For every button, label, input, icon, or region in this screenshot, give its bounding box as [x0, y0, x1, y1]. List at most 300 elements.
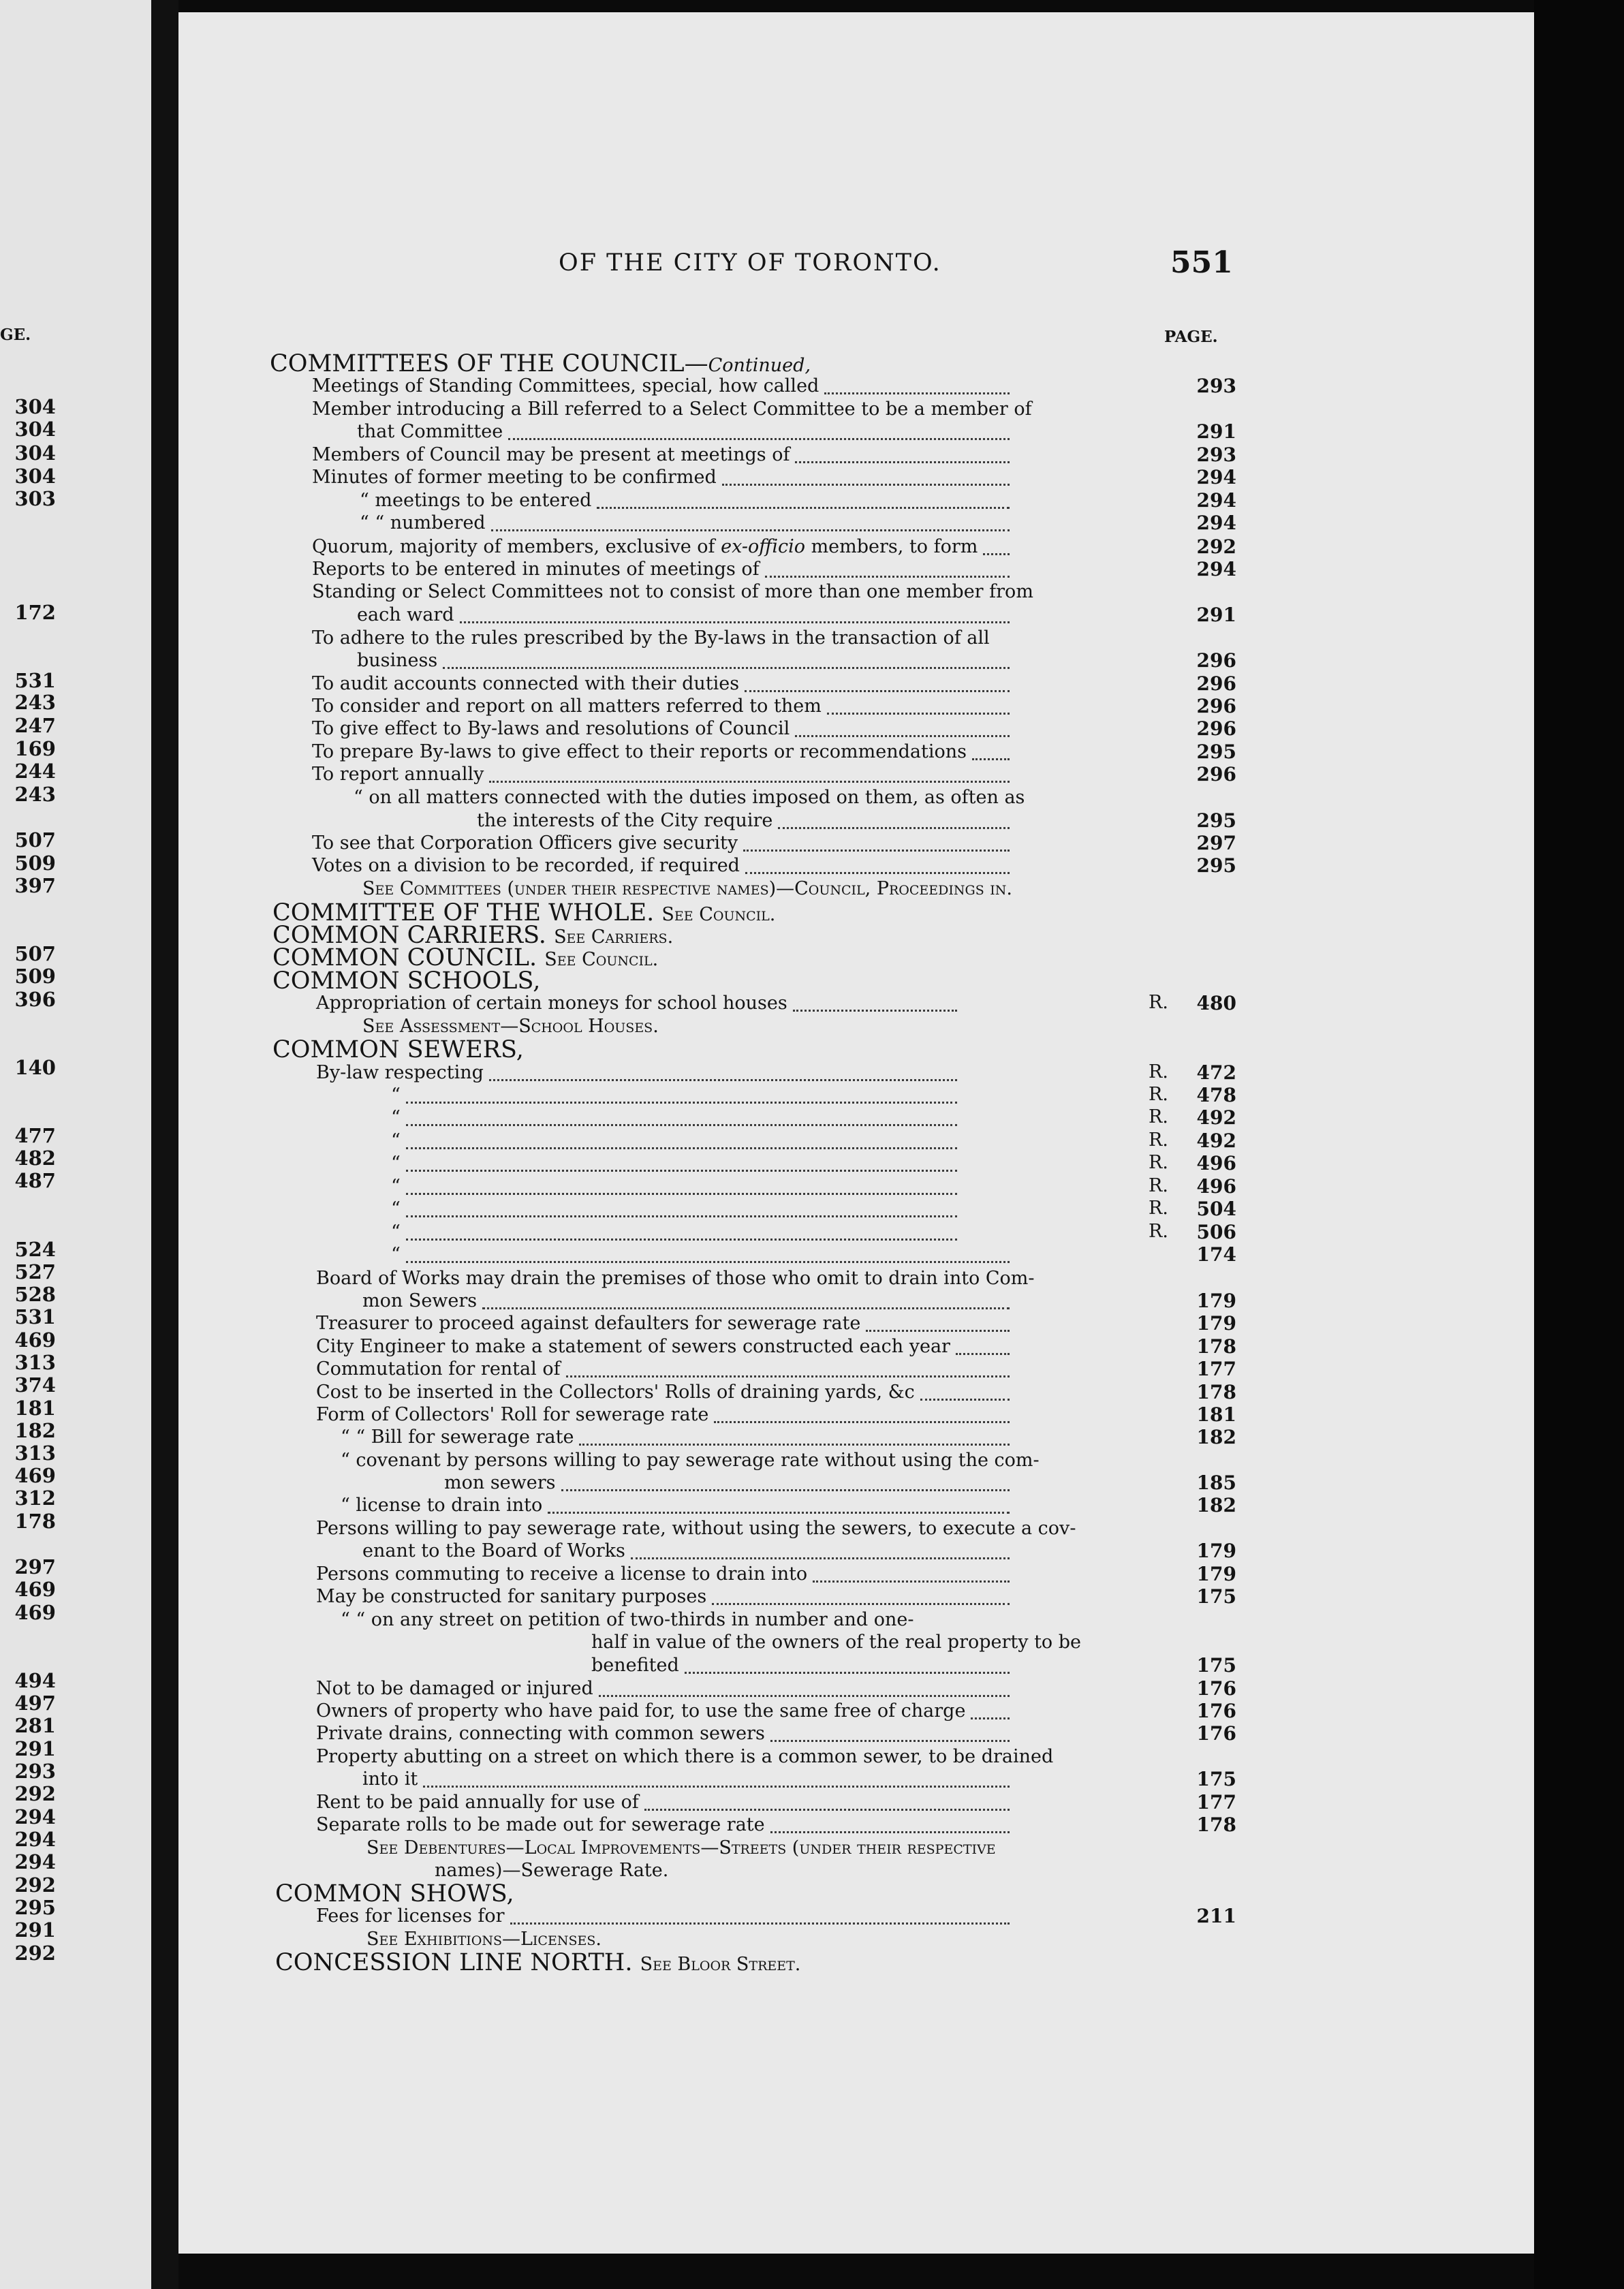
index-entry: [591, 1631, 1081, 1654]
leader-dots: [765, 576, 1010, 578]
entry-italic: ex-officio: [721, 536, 805, 557]
page-reference: 175: [1196, 1768, 1236, 1790]
page-reference: 480: [1196, 992, 1236, 1014]
leader-dots: [406, 1193, 957, 1195]
facing-page-number: 469: [14, 1601, 56, 1624]
entry-text: To give effect to By-laws and resolutions of Council: [312, 718, 790, 739]
entry-text: each ward: [357, 604, 454, 625]
index-entry: [316, 992, 787, 1015]
index-entry: [312, 466, 717, 489]
entry-text: Minutes of former meeting to be confirmed: [312, 467, 717, 488]
page-reference: 291: [1196, 420, 1236, 443]
facing-page-number: 494: [14, 1669, 56, 1692]
entry-text: COMMON SCHOOLS,: [272, 967, 541, 995]
leader-dots: [972, 758, 1010, 760]
page-reference: 179: [1196, 1563, 1236, 1585]
leader-dots: [566, 1375, 1010, 1377]
facing-page-fragment: [0, 0, 151, 2289]
leader-dots: [827, 713, 1010, 715]
register-mark: R.: [1149, 1084, 1168, 1105]
index-entry: [316, 1563, 807, 1586]
facing-page-number: 509: [14, 852, 56, 875]
facing-page-number: 294: [14, 1850, 56, 1873]
leader-dots: [745, 872, 1010, 874]
leader-dots: [406, 1147, 957, 1149]
leader-dots: [482, 1307, 1010, 1309]
cross-reference: [366, 1928, 602, 1951]
leader-dots: [423, 1786, 1010, 1788]
facing-page-number: 292: [14, 1782, 56, 1805]
index-entry: [312, 580, 1033, 604]
facing-page-number: 469: [14, 1464, 56, 1487]
index-entry: [312, 535, 978, 559]
index-entry: [316, 1813, 765, 1837]
index-entry: [341, 1449, 1040, 1472]
leader-dots: [743, 850, 1010, 852]
facing-page-number: 294: [14, 1805, 56, 1828]
entry-text: Board of Works may drain the premises of those who omit to drain into Com-: [316, 1268, 1035, 1289]
index-heading: [272, 969, 540, 993]
index-entry: [357, 420, 503, 443]
page-reference: 296: [1196, 763, 1236, 785]
leader-dots: [510, 1922, 1010, 1925]
facing-page-number: 291: [14, 1918, 56, 1942]
page-reference: 182: [1196, 1494, 1236, 1516]
leader-dots: [712, 1603, 1010, 1605]
facing-page-number: 291: [14, 1737, 56, 1760]
leader-dots: [489, 781, 1010, 783]
index-entry: [341, 1608, 914, 1632]
index-entry: [312, 741, 967, 764]
entry-text: To see that Corporation Officers give security: [312, 832, 738, 854]
page-reference: 296: [1196, 695, 1236, 717]
index-entry: [316, 1677, 593, 1700]
facing-page-number: 527: [14, 1260, 56, 1283]
facing-page-number: 172: [14, 601, 56, 624]
leader-dots: [406, 1215, 957, 1217]
register-mark: R.: [1149, 1221, 1168, 1242]
register-mark: R.: [1149, 1152, 1168, 1173]
index-entry: [316, 1700, 965, 1723]
entry-text: See Exhibitions—Licenses.: [366, 1929, 602, 1950]
page-reference: 176: [1196, 1677, 1236, 1700]
entry-text: benefited: [591, 1655, 679, 1676]
entry-text: Private drains, connecting with common sewers: [316, 1723, 765, 1744]
entry-text-continued: members, to form: [805, 536, 978, 557]
entry-text: Form of Collectors' Roll for sewerage rate: [316, 1404, 709, 1425]
index-entry: [312, 854, 740, 877]
entry-text: To consider and report on all matters referred to them: [312, 696, 822, 717]
entry-text: that Committee: [357, 421, 503, 442]
page-reference: 295: [1196, 854, 1236, 877]
page-reference: 297: [1196, 832, 1236, 854]
entry-text: mon Sewers: [362, 1290, 478, 1311]
entry-text: COMMON CARRIERS.: [272, 922, 555, 949]
facing-page-number: 531: [14, 669, 56, 692]
page-reference: 294: [1196, 466, 1236, 488]
entry-text: “ “ on any street on petition of two-thirds in number and one-: [341, 1609, 914, 1630]
page-reference: 181: [1196, 1403, 1236, 1426]
facing-page-number: 528: [14, 1283, 56, 1306]
facing-page-number: 304: [14, 418, 56, 441]
facing-page-number: 524: [14, 1238, 56, 1261]
leader-dots: [778, 827, 1010, 829]
index-entry: [362, 1768, 418, 1791]
facing-page-number: 304: [14, 395, 56, 418]
index-entry: [312, 763, 484, 786]
facing-page-number: 397: [14, 874, 56, 897]
entry-text: Members of Council may be present at meetings of: [312, 444, 790, 465]
entry-text: “ covenant by persons willing to pay sewerage rate without using the com-: [341, 1450, 1040, 1471]
index-entry: [312, 375, 819, 398]
page-reference: 174: [1196, 1243, 1236, 1266]
page-reference: 178: [1196, 1813, 1236, 1836]
entry-text: Not to be damaged or injured: [316, 1678, 593, 1699]
leader-dots: [824, 392, 1010, 394]
leader-dots: [406, 1170, 957, 1172]
leader-dots: [866, 1330, 1010, 1332]
leader-dots: [770, 1740, 1010, 1742]
entry-text: Owners of property who have paid for, to use the same free of charge: [316, 1700, 966, 1722]
see-reference: See Carriers.: [554, 926, 674, 948]
leader-dots: [443, 667, 1010, 669]
facing-page-number: 292: [14, 1942, 56, 1965]
entry-text: Treasurer to proceed against defaulters for sewerage rate: [316, 1313, 861, 1334]
leader-dots: [579, 1444, 1010, 1446]
page-reference: 295: [1196, 741, 1236, 763]
facing-page-number: 507: [14, 828, 56, 852]
index-entry: [477, 809, 772, 832]
page-reference: 472: [1196, 1061, 1236, 1084]
facing-page-number: 509: [14, 965, 56, 988]
index-entry: [391, 1152, 401, 1175]
scan-border: [1534, 0, 1624, 2289]
leader-dots: [406, 1239, 957, 1241]
page-reference: 296: [1196, 717, 1236, 740]
page-reference: 176: [1196, 1722, 1236, 1745]
index-entry: [316, 1381, 915, 1404]
entry-text: Standing or Select Committees not to consist of more than one member from: [312, 581, 1033, 602]
entry-text: Separate rolls to be made out for sewerage rate: [316, 1814, 765, 1835]
index-entry: [391, 1130, 401, 1153]
leader-dots: [770, 1831, 1010, 1833]
facing-page-number: 531: [14, 1305, 56, 1328]
index-heading: [272, 1038, 524, 1061]
entry-text: “: [391, 1244, 401, 1265]
entry-text: Property abutting on a street on which there is a common sewer, to be drained: [316, 1746, 1054, 1767]
entry-text: into it: [362, 1769, 418, 1790]
page-reference: 293: [1196, 375, 1236, 397]
entry-text: Quorum, majority of members, exclusive of: [312, 536, 721, 557]
index-heading: [275, 1880, 514, 1908]
index-entry: [312, 398, 1032, 421]
facing-page-number: 281: [14, 1714, 56, 1737]
index-entry: [316, 1358, 561, 1381]
facing-page-number: 374: [14, 1373, 56, 1397]
entry-text: enant to the Board of Works: [362, 1540, 625, 1561]
index-entry: [341, 1426, 574, 1449]
entry-text: See Committees (under their respective names)—Council, Proceedings in.: [362, 878, 1013, 899]
index-entry: [391, 1198, 401, 1221]
facing-page-number: 140: [14, 1056, 56, 1079]
entry-text: COMMITTEE OF THE WHOLE.: [272, 899, 662, 926]
entry-text: the interests of the City require: [477, 810, 773, 831]
leader-dots: [971, 1717, 1010, 1719]
register-mark: R.: [1149, 1198, 1168, 1219]
index-entry: [312, 672, 739, 696]
entry-text: “ license to drain into: [341, 1495, 543, 1516]
facing-page-number: 292: [14, 1873, 56, 1897]
entry-text: Fees for licenses for: [316, 1905, 505, 1927]
page-column-label: PAGE.: [1164, 328, 1218, 346]
cross-reference: [366, 1837, 996, 1860]
entry-text: See Debentures—Local Improvements—Streets (under their respective: [366, 1837, 996, 1858]
facing-page-header: GE.: [0, 326, 31, 344]
entry-text: Member introducing a Bill referred to a Select Committee to be a member of: [312, 399, 1032, 420]
page-reference: 496: [1196, 1152, 1236, 1174]
page-reference: 295: [1196, 809, 1236, 832]
page-reference: 492: [1196, 1130, 1236, 1152]
facing-page-number: 178: [14, 1510, 56, 1533]
index-entry: [316, 1722, 765, 1745]
facing-page-number: 312: [14, 1486, 56, 1510]
leader-dots: [795, 735, 1010, 737]
entry-text: “: [391, 1176, 401, 1197]
index-entry: [391, 1243, 401, 1266]
entry-text: Cost to be inserted in the Collectors' Rolls of draining yards, &c: [316, 1382, 915, 1403]
facing-page-number: 169: [14, 737, 56, 760]
leader-dots: [561, 1489, 1010, 1491]
leader-dots: [491, 529, 1010, 531]
index-entry: [316, 1267, 1035, 1290]
see-reference: See Bloor Street.: [640, 1954, 801, 1975]
entry-text: To report annually: [312, 764, 484, 785]
entry-text: See Assessment—School Houses.: [362, 1016, 659, 1037]
facing-page-number: 181: [14, 1397, 56, 1420]
index-entry: [316, 1335, 950, 1358]
page-reference: 179: [1196, 1540, 1236, 1562]
index-entry: [354, 786, 1025, 809]
index-entry: [316, 1585, 706, 1608]
facing-page-number: 243: [14, 691, 56, 714]
facing-page-number: 244: [14, 760, 56, 783]
entry-text: Commutation for rental of: [316, 1358, 561, 1380]
entry-text: “ “ numbered: [360, 512, 486, 533]
leader-dots: [406, 1261, 1010, 1263]
entry-text: half in value of the owners of the real property to be: [591, 1632, 1082, 1653]
entry-text: To prepare By-laws to give effect to their reports or recommendations: [312, 741, 967, 762]
leader-dots: [920, 1399, 1010, 1401]
facing-page-number: 469: [14, 1328, 56, 1352]
entry-text: mon sewers: [444, 1472, 556, 1493]
facing-page-number: 482: [14, 1147, 56, 1170]
entry-text: COMMITTEES OF THE COUNCIL—: [270, 350, 708, 377]
facing-page-number: 297: [14, 1555, 56, 1578]
leader-dots: [813, 1580, 1010, 1583]
index-entry: [312, 695, 822, 718]
facing-page-number: 295: [14, 1896, 56, 1919]
entry-italic: Continued,: [708, 355, 811, 376]
facing-page-number: 294: [14, 1828, 56, 1851]
facing-page-number: 304: [14, 441, 56, 465]
entry-text: Meetings of Standing Committees, special, how called: [312, 375, 819, 396]
index-entry: [435, 1859, 668, 1882]
running-title: OF THE CITY OF TORONTO.: [559, 249, 941, 277]
facing-page-number: 469: [14, 1578, 56, 1601]
entry-text: “: [391, 1130, 401, 1151]
facing-page-number: 243: [14, 783, 56, 806]
page-reference: 176: [1196, 1700, 1236, 1722]
page-reference: 211: [1196, 1905, 1236, 1927]
leader-dots: [599, 1695, 1010, 1697]
index-entry: [362, 1540, 625, 1563]
entry-text: Persons commuting to receive a license to drain into: [316, 1563, 808, 1585]
leader-dots: [714, 1421, 1010, 1423]
index-entry: [444, 1472, 556, 1495]
index-heading: [275, 1951, 800, 1976]
leader-dots: [793, 1010, 957, 1012]
entry-text: COMMON SEWERS,: [272, 1036, 524, 1063]
index-entry: [316, 1745, 1053, 1769]
leader-dots: [631, 1557, 1010, 1559]
facing-page-number: 303: [14, 487, 56, 510]
entry-text: “ on all matters connected with the duties imposed on them, as often as: [354, 787, 1025, 808]
page-reference: 178: [1196, 1335, 1236, 1358]
index-heading: [270, 352, 811, 377]
page-reference: 292: [1196, 535, 1236, 558]
index-entry: [357, 649, 437, 672]
leader-dots: [745, 690, 1010, 692]
page-reference: 175: [1196, 1654, 1236, 1677]
entry-text: names)—Sewerage Rate.: [435, 1860, 669, 1881]
see-reference: See Council.: [544, 949, 659, 970]
page-reference: 296: [1196, 649, 1236, 672]
binding-gutter: [151, 0, 178, 2289]
page-reference: 294: [1196, 512, 1236, 534]
page-number: 551: [1170, 245, 1233, 280]
page-reference: 182: [1196, 1426, 1236, 1448]
page-reference: 177: [1196, 1358, 1236, 1380]
index-entry: [360, 512, 486, 535]
page-reference: 478: [1196, 1084, 1236, 1106]
entry-text: To audit accounts connected with their duties: [312, 673, 740, 694]
entry-text: May be constructed for sanitary purposes: [316, 1586, 707, 1607]
entry-text: “: [391, 1198, 401, 1219]
entry-text: COMMON SHOWS,: [275, 1880, 514, 1908]
register-mark: R.: [1149, 992, 1168, 1013]
page-reference: 496: [1196, 1175, 1236, 1198]
entry-text: City Engineer to make a statement of sewers constructed each year: [316, 1336, 950, 1357]
facing-page-number: 247: [14, 714, 56, 737]
register-mark: R.: [1149, 1130, 1168, 1151]
facing-page-number: 304: [14, 465, 56, 488]
facing-page-number: 182: [14, 1419, 56, 1442]
register-mark: R.: [1149, 1175, 1168, 1196]
page-reference: 293: [1196, 443, 1236, 466]
entry-text: “ “ Bill for sewerage rate: [341, 1427, 574, 1448]
index-entry: [341, 1494, 542, 1517]
index-entry: [391, 1221, 401, 1244]
page-reference: 185: [1196, 1472, 1236, 1494]
leader-dots: [406, 1102, 957, 1104]
index-page: [178, 12, 1534, 2254]
page-reference: 492: [1196, 1106, 1236, 1129]
entry-text: “: [391, 1153, 401, 1174]
leader-dots: [722, 484, 1010, 486]
index-entry: [316, 1403, 708, 1427]
facing-page-number: 507: [14, 942, 56, 965]
page-reference: 294: [1196, 558, 1236, 580]
leader-dots: [956, 1353, 1010, 1355]
index-entry: [357, 604, 454, 627]
index-entry: [391, 1175, 401, 1198]
page-reference: 178: [1196, 1381, 1236, 1403]
leader-dots: [983, 553, 1010, 555]
page-reference: 179: [1196, 1312, 1236, 1335]
index-entry: [316, 1791, 639, 1814]
page-reference: 504: [1196, 1198, 1236, 1220]
leader-dots: [795, 461, 1010, 463]
entry-text: “ meetings to be entered: [360, 490, 592, 511]
leader-dots: [597, 507, 1010, 509]
cross-reference: [362, 877, 1012, 901]
register-mark: R.: [1149, 1106, 1168, 1127]
page-reference: 506: [1196, 1221, 1236, 1243]
facing-page-number: 497: [14, 1692, 56, 1715]
index-entry: [391, 1106, 401, 1130]
page-reference: 294: [1196, 489, 1236, 512]
leader-dots: [644, 1809, 1010, 1811]
entry-text: “: [391, 1085, 401, 1106]
index-entry: [316, 1905, 505, 1928]
index-entry: [316, 1312, 860, 1335]
page-reference: 175: [1196, 1585, 1236, 1608]
facing-page-number: 477: [14, 1124, 56, 1147]
leader-dots: [460, 621, 1010, 623]
leader-dots: [508, 438, 1010, 440]
leader-dots: [685, 1672, 1010, 1674]
entry-text: COMMON COUNCIL.: [272, 944, 545, 971]
leader-dots: [548, 1512, 1010, 1514]
index-entry: [316, 1517, 1076, 1540]
leader-dots: [489, 1079, 957, 1081]
index-entry: [312, 717, 790, 741]
entry-text: “: [391, 1107, 401, 1128]
register-mark: R.: [1149, 1061, 1168, 1083]
page-reference: 179: [1196, 1290, 1236, 1312]
entry-text: To adhere to the rules prescribed by the By-laws in the transaction of all: [312, 627, 990, 649]
entry-text: Votes on a division to be recorded, if required: [312, 855, 740, 876]
index-entry: [591, 1654, 679, 1677]
see-reference: See Council.: [661, 904, 776, 925]
page-reference: 296: [1196, 672, 1236, 695]
index-entry: [360, 489, 591, 512]
page-reference: 177: [1196, 1791, 1236, 1813]
leader-dots: [406, 1124, 957, 1126]
entry-text: Appropriation of certain moneys for school houses: [316, 993, 787, 1014]
index-entry: [312, 832, 738, 855]
entry-text: Persons willing to pay sewerage rate, without using the sewers, to execute a cov-: [316, 1518, 1076, 1539]
facing-page-number: 396: [14, 988, 56, 1011]
index-entry: [316, 1061, 484, 1085]
entry-text: Reports to be entered in minutes of meetings of: [312, 559, 760, 580]
entry-text: CONCESSION LINE NORTH.: [275, 1949, 640, 1976]
entry-text: “: [391, 1221, 401, 1243]
index-entry: [312, 443, 790, 467]
entry-text: By-law respecting: [316, 1062, 484, 1083]
facing-page-number: 313: [14, 1442, 56, 1465]
facing-page-number: 313: [14, 1351, 56, 1374]
